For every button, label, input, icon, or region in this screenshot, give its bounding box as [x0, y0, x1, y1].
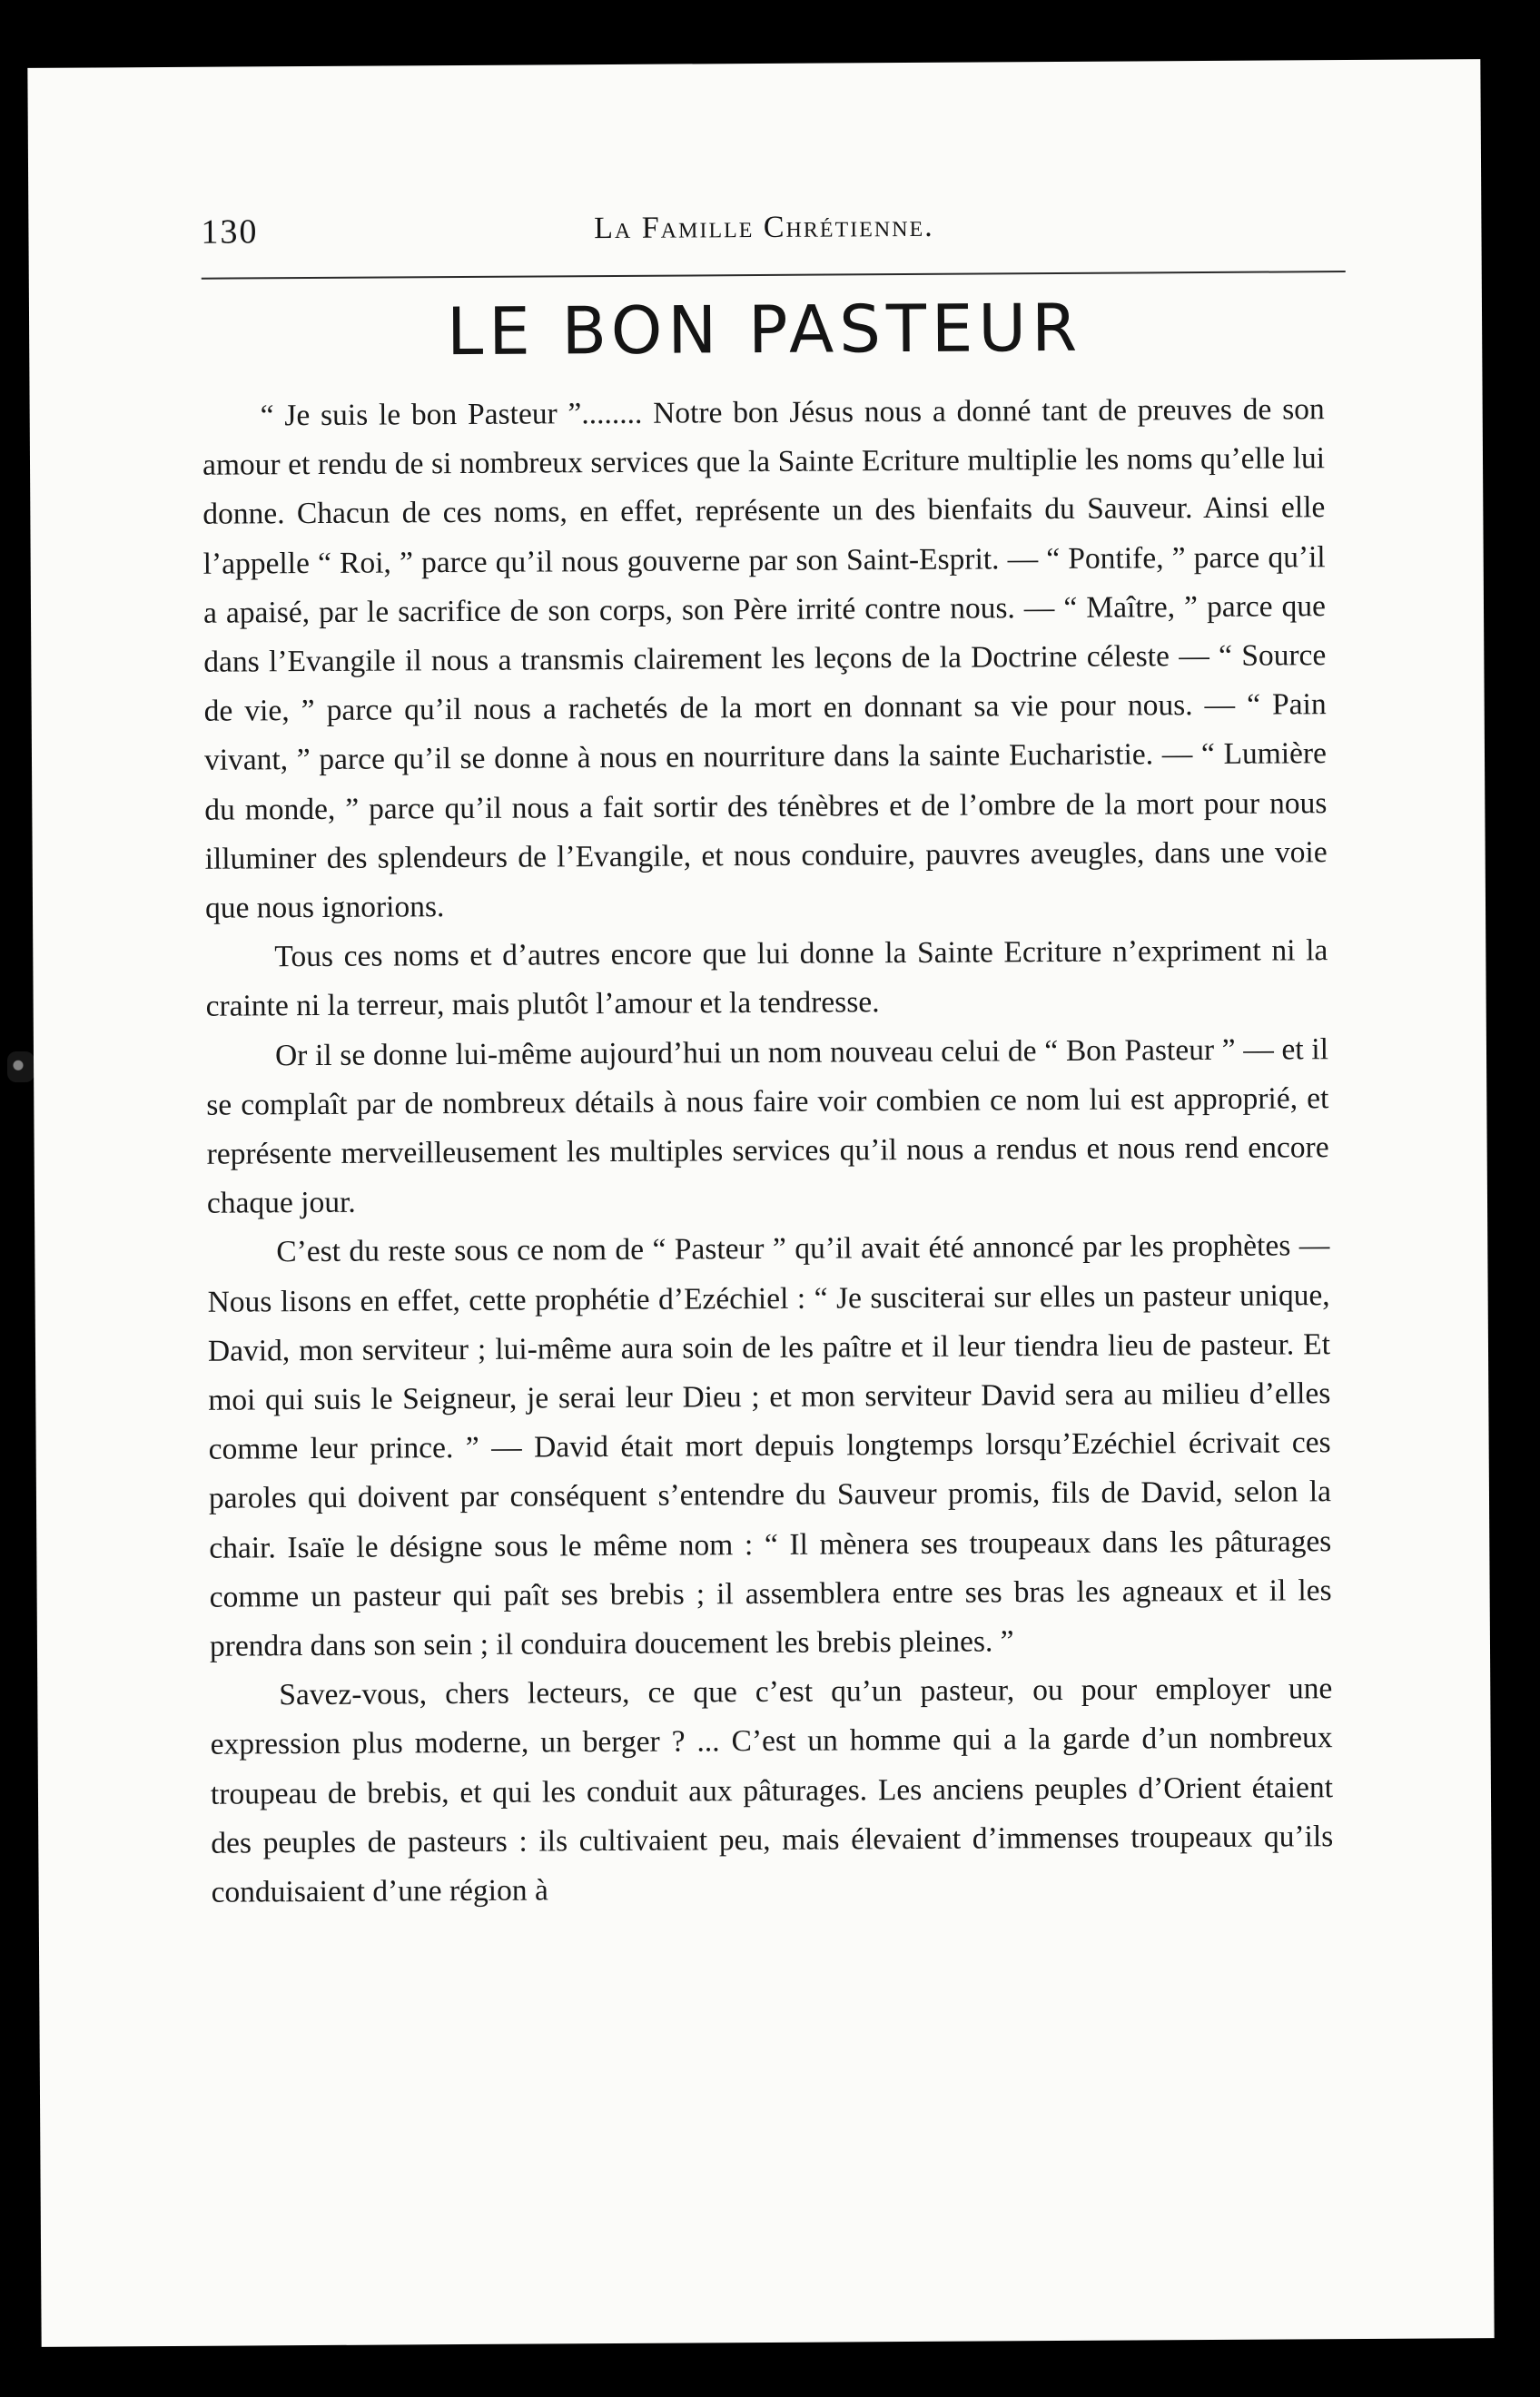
article-body [202, 385, 1334, 1918]
paragraph: “ Je suis le bon Pasteur ”........ Notre bon Jésus nous a donné tant de preuves de son amour et rendu de si nombreux services que la Sainte Ecriture multiplie les noms qu’elle lui donne. Chacun de ces noms, en effet, représente un des bienfaits du Sauveur. Ainsi elle l’appelle “ Roi, ” parce qu’il nous gouverne par son Saint-Esprit. — “ Pontife, ” parce qu’il a apaisé, par le sacrifice de son corps, son Père irrité contre nous. — “ Maître, ” parce que dans l’Evangile il nous a transmis clairement les leçons de la Doctrine céleste — “ Source de vie, ” parce qu’il nous a rachetés de la mort en donnant sa vie pour nous. — “ Pain vivant, ” parce qu’il se donne à nous en nourriture dans la sainte Eucharistie. — “ Lumière du monde, ” parce qu’il nous a fait sortir des ténèbres et de l’ombre de la mort pour nous illuminer des splendeurs de l’Evangile, et nous conduire, pauvres aveugles, dans une voie que nous ignorions. [202, 392, 1328, 925]
paragraph: C’est du reste sous ce nom de “ Pasteur ” qu’il avait été annoncé par les prophètes — Nous lisons en effet, cette prophétie d’Ezéchiel : “ Je susciterai sur elles un pasteur unique, David, mon serviteur ; lui-même aura soin de les paître et il leur tiendra lieu de pasteur. Et moi qui suis le Seigneur, je serai leur Dieu ; et mon serviteur David sera au milieu d’elles comme leur prince. ” — David était mort depuis longtemps lorsqu’Ezéchiel écrivait ces paroles qui doivent par conséquent s’entendre du Sauveur promis, fils de David, selon la chair. Isaïe le désigne sous le même nom : “ Il mènera ses troupeaux dans les pâturages comme un pasteur qui paît ses brebis ; il assemblera entre ses bras les agneaux et il les prendra dans son sein ; il conduira doucement les brebis pleines. ” [207, 1228, 1332, 1663]
paragraph: Tous ces noms et d’autres encore que lui donne la Sainte Ecriture n’expriment ni la crainte ni la terreur, mais plutôt l’amour et la tendresse. [205, 933, 1328, 1024]
book-page [27, 59, 1494, 2347]
running-title: La Famille Chrétienne. [594, 209, 934, 246]
paragraph: Or il se donne lui-même aujourd’hui un nom nouveau celui de “ Bon Pasteur ” — et il se complaît par de nombreux détails à nous faire voir combien ce nom lui est approprié, et représente merveilleusement les multiples services qu’il nous a rendus et nous rend encore chaque jour. [206, 1031, 1329, 1220]
binding-mark [7, 1051, 35, 1082]
article-title: LE BON PASTEUR [446, 289, 1083, 370]
page-number: 130 [201, 212, 259, 252]
header-rule [202, 271, 1346, 280]
page-header [201, 198, 1327, 260]
paragraph: Savez-vous, chers lecteurs, ce que c’est qu’un pasteur, ou pour employer une expression plus moderne, un berger ? ... C’est un homme qui a la garde d’un nombreux troupeau de brebis, et qui les conduit aux pâturages. Les anciens peuples d’Orient étaient des peuples de pasteurs : ils cultivaient peu, mais élevaient d’immenses troupeaux qu’ils conduisaient d’une région à [210, 1672, 1334, 1909]
